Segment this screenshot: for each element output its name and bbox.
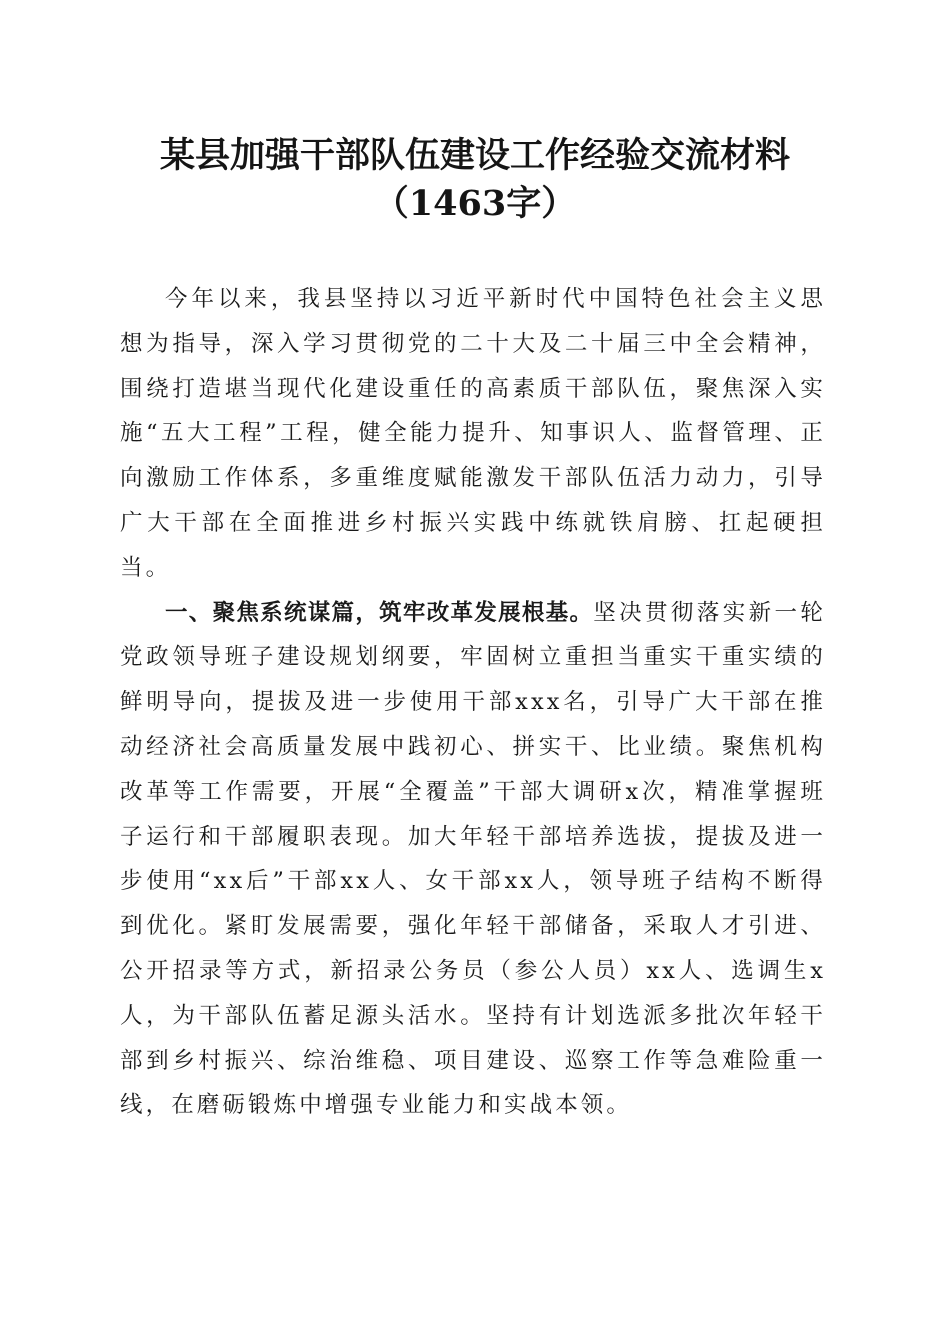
intro-paragraph: 今年以来，我县坚持以习近平新时代中国特色社会主义思想为指导，深入学习贯彻党的二十大及二十届三中全会精神，围绕打造堪当现代化建设重任的高素质干部队伍，聚焦深入实施“五大工程”工程，健全能力提升、知事识人、监督管理、正向激励工作体系，多重维度赋能激发干部队伍活力动力，引导广大干部在全面推进乡村振兴实践中练就铁肩膀、扛起硬担当。 xyxy=(120,286,826,581)
document-body xyxy=(120,277,826,1128)
document-title: 某县加强干部队伍建设工作经验交流材料 xyxy=(159,135,790,176)
section-1-heading: 一、聚焦系统谋篇，筑牢改革发展根基。 xyxy=(165,599,594,626)
word-count-subtitle: （1463字） xyxy=(373,183,577,224)
section-1-body: 坚决贯彻落实新一轮党政领导班子建设规划纲要，牢固树立重担当重实干重实绩的鲜明导向，提拔及进一步使用干部xxx名，引导广大干部在推动经济社会高质量发展中践初心、拼实干、比业绩。聚焦机构改革等工作需要，开展“全覆盖”干部大调研x次，精准掌握班子运行和干部履职表现。加大年轻干部培养选拔，提拔及进一步使用“xx后”干部xx人、女干部xx人，领导班子结构不断得到优化。紧盯发展需要，强化年轻干部储备，采取人才引进、公开招录等方式，新招录公务员（参公人员）xx人、选调生x人，为干部队伍蓄足源头活水。坚持有计划选派多批次年轻干部到乡村振兴、综治维稳、项目建设、巡察工作等急难险重一线，在磨砺锻炼中增强专业能力和实战本领。 xyxy=(120,599,826,1119)
title-block xyxy=(0,132,950,228)
section-1-paragraph xyxy=(120,591,826,1129)
